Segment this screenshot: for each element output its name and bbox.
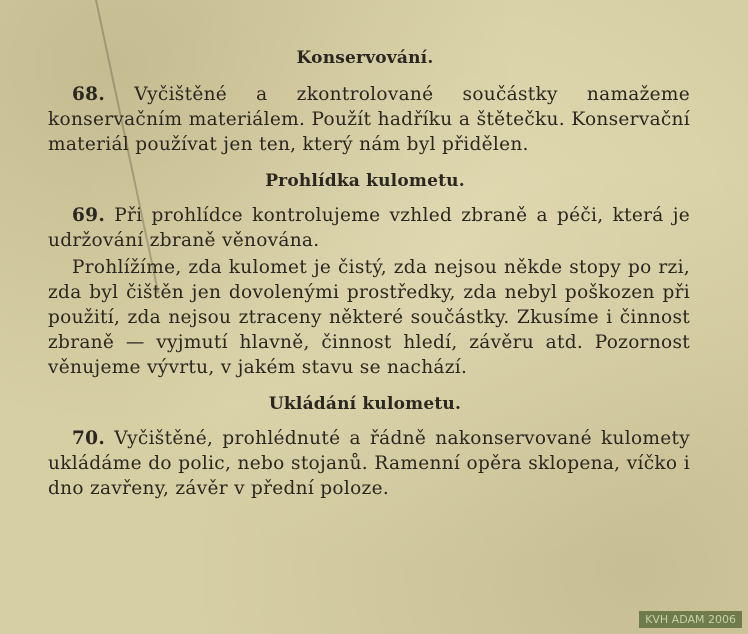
section-heading-konservovani: Konservování. <box>296 48 434 68</box>
paragraph-70 <box>40 426 690 501</box>
paragraph-number: 68. <box>72 84 106 105</box>
paragraph-text: Prohlížíme, zda kulomet je čistý, zda nejsou někde stopy po rzi, zda byl čištěn jen dovolenými prostředky, zda nebyl poškozen při použití, zda nejsou ztraceny některé součástky. Zkusíme i činnost zbraně — vyjmutí hlavně, činnost hledí, závěru atd. Pozornost věnujeme vývrtu, v jakém stavu se nachází. <box>48 257 690 378</box>
section-heading-prohlidka: Prohlídka kulometu. <box>265 171 465 191</box>
paragraph-69 <box>40 203 690 253</box>
paragraph-68 <box>40 82 690 157</box>
document-page <box>40 40 690 501</box>
section-heading-ukladani: Ukládání kulometu. <box>268 394 462 414</box>
paragraph-text: Při prohlídce kontrolujeme vzhled zbraně a péči, která je udržování zbraně věnována. <box>48 205 690 251</box>
paragraph-text: Vyčištěné, prohlédnuté a řádně nakonservované kulomety ukládáme do polic, nebo stojanů. Ramenní opěra sklopena, víčko i dno zavřeny, závěr v přední poloze. <box>48 428 690 499</box>
watermark-label: KVH ADAM 2006 <box>639 611 742 628</box>
paragraph-69-continued <box>40 255 690 380</box>
paragraph-number: 70. <box>72 428 106 449</box>
paragraph-number: 69. <box>72 205 106 226</box>
paragraph-text: Vyčištěné a zkontrolované součástky namažeme konservačním materiálem. Použít hadříku a štětečku. Konservační materiál používat jen ten, který nám byl přidělen. <box>48 84 690 155</box>
